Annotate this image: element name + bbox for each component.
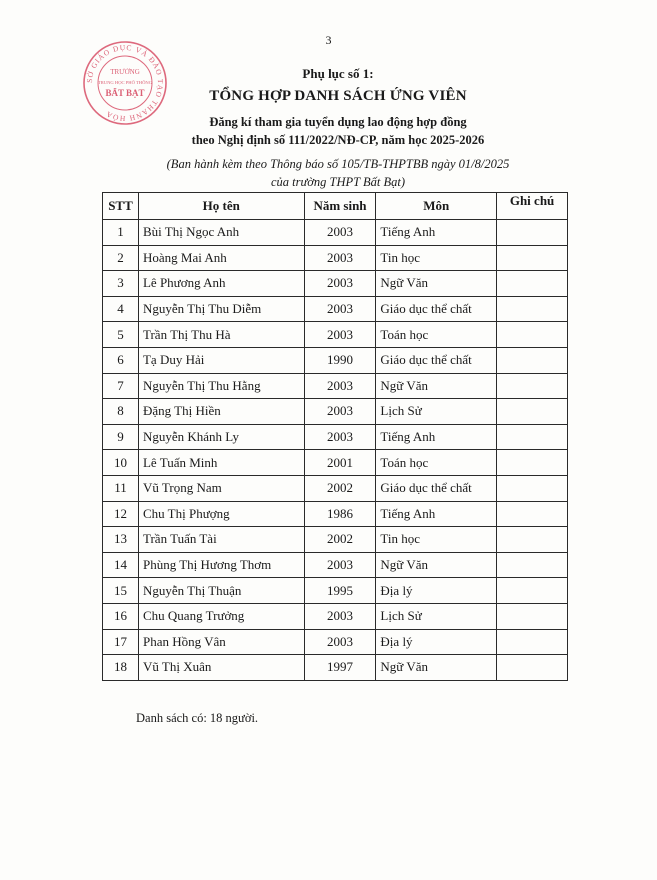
appendix-label: Phụ lục số 1: bbox=[302, 66, 374, 81]
cell-subject: Tiếng Anh bbox=[376, 424, 497, 450]
cell-note bbox=[497, 322, 568, 348]
svg-text:TRƯỜNG: TRƯỜNG bbox=[110, 68, 140, 76]
table-row bbox=[103, 424, 568, 450]
cell-subject: Giáo dục thể chất bbox=[376, 296, 497, 322]
cell-stt: 12 bbox=[103, 501, 139, 527]
cell-subject: Địa lý bbox=[376, 629, 497, 655]
header-stt: STT bbox=[103, 193, 139, 220]
table-row bbox=[103, 450, 568, 476]
table-row bbox=[103, 220, 568, 246]
cell-note bbox=[497, 373, 568, 399]
table-row bbox=[103, 578, 568, 604]
table-row bbox=[103, 347, 568, 373]
table-row bbox=[103, 655, 568, 681]
cell-birth-year: 2003 bbox=[304, 424, 376, 450]
cell-subject: Lịch Sử bbox=[376, 603, 497, 629]
cell-name: Tạ Duy Hải bbox=[138, 347, 304, 373]
cell-subject: Ngữ Văn bbox=[376, 271, 497, 297]
cell-stt: 16 bbox=[103, 603, 139, 629]
table-row bbox=[103, 552, 568, 578]
cell-subject: Tiếng Anh bbox=[376, 501, 497, 527]
header-subject: Môn bbox=[376, 193, 497, 220]
cell-note bbox=[497, 424, 568, 450]
cell-birth-year: 2003 bbox=[304, 271, 376, 297]
cell-stt: 1 bbox=[103, 220, 139, 246]
cell-name: Hoàng Mai Anh bbox=[138, 245, 304, 271]
cell-name: Vũ Thị Xuân bbox=[138, 655, 304, 681]
issued-note-line-2: của trường THPT Bất Bạt) bbox=[270, 175, 406, 189]
subtitle-line-2: theo Nghị định số 111/2022/NĐ-CP, năm học 2025-2026 bbox=[191, 133, 485, 147]
cell-note bbox=[497, 296, 568, 322]
cell-note bbox=[497, 655, 568, 681]
cell-note bbox=[497, 347, 568, 373]
cell-subject: Giáo dục thể chất bbox=[376, 347, 497, 373]
cell-stt: 6 bbox=[103, 347, 139, 373]
cell-stt: 10 bbox=[103, 450, 139, 476]
svg-text:BẤT BẠT: BẤT BẠT bbox=[105, 88, 145, 98]
cell-name: Nguyễn Khánh Ly bbox=[138, 424, 304, 450]
cell-subject: Ngữ Văn bbox=[376, 552, 497, 578]
cell-birth-year: 1990 bbox=[304, 347, 376, 373]
header-name: Họ tên bbox=[138, 193, 304, 220]
table-header-row bbox=[103, 193, 568, 220]
header-note: Ghi chú bbox=[497, 193, 568, 220]
cell-name: Trần Tuấn Tài bbox=[138, 527, 304, 553]
cell-birth-year: 2003 bbox=[304, 399, 376, 425]
table-row bbox=[103, 322, 568, 348]
table-row bbox=[103, 245, 568, 271]
cell-note bbox=[497, 475, 568, 501]
cell-note bbox=[497, 220, 568, 246]
cell-name: Trần Thị Thu Hà bbox=[138, 322, 304, 348]
cell-name: Lê Tuấn Minh bbox=[138, 450, 304, 476]
cell-subject: Toán học bbox=[376, 322, 497, 348]
cell-subject: Lịch Sử bbox=[376, 399, 497, 425]
cell-birth-year: 2003 bbox=[304, 220, 376, 246]
cell-name: Nguyễn Thị Thu Hằng bbox=[138, 373, 304, 399]
cell-stt: 7 bbox=[103, 373, 139, 399]
subtitle-line-1: Đăng kí tham gia tuyển dụng lao động hợp đồng bbox=[209, 115, 467, 129]
cell-name: Đặng Thị Hiền bbox=[138, 399, 304, 425]
cell-stt: 18 bbox=[103, 655, 139, 681]
cell-stt: 13 bbox=[103, 527, 139, 553]
issued-note-line-1: (Ban hành kèm theo Thông báo số 105/TB-THPTBB ngày 01/8/2025 bbox=[166, 157, 510, 171]
table-row bbox=[103, 501, 568, 527]
cell-birth-year: 1986 bbox=[304, 501, 376, 527]
table-row bbox=[103, 603, 568, 629]
svg-text:SỞ GIÁO DỤC VÀ ĐÀO TẠO THANH H: SỞ GIÁO DỤC VÀ ĐÀO TẠO THANH HÓA bbox=[84, 42, 166, 124]
cell-birth-year: 2003 bbox=[304, 552, 376, 578]
cell-stt: 15 bbox=[103, 578, 139, 604]
cell-stt: 4 bbox=[103, 296, 139, 322]
cell-birth-year: 2003 bbox=[304, 296, 376, 322]
cell-name: Chu Quang Trưởng bbox=[138, 603, 304, 629]
table-row bbox=[103, 629, 568, 655]
cell-note bbox=[497, 245, 568, 271]
svg-text:TRUNG HỌC PHỔ THÔNG: TRUNG HỌC PHỔ THÔNG bbox=[97, 80, 153, 85]
cell-note bbox=[497, 552, 568, 578]
cell-stt: 2 bbox=[103, 245, 139, 271]
cell-birth-year: 2003 bbox=[304, 373, 376, 399]
cell-birth-year: 2001 bbox=[304, 450, 376, 476]
cell-stt: 17 bbox=[103, 629, 139, 655]
cell-birth-year: 2003 bbox=[304, 245, 376, 271]
cell-note bbox=[497, 603, 568, 629]
cell-stt: 3 bbox=[103, 271, 139, 297]
cell-stt: 5 bbox=[103, 322, 139, 348]
cell-birth-year: 2002 bbox=[304, 475, 376, 501]
cell-subject: Tiếng Anh bbox=[376, 220, 497, 246]
cell-name: Nguyễn Thị Thu Diễm bbox=[138, 296, 304, 322]
table-row bbox=[103, 271, 568, 297]
table-row bbox=[103, 296, 568, 322]
cell-stt: 11 bbox=[103, 475, 139, 501]
cell-subject: Ngữ Văn bbox=[376, 655, 497, 681]
table-row bbox=[103, 399, 568, 425]
cell-birth-year: 2003 bbox=[304, 629, 376, 655]
header-birth-year: Năm sinh bbox=[304, 193, 376, 220]
page-number: 3 bbox=[325, 33, 332, 47]
cell-subject: Giáo dục thể chất bbox=[376, 475, 497, 501]
school-seal-stamp bbox=[82, 40, 168, 126]
cell-name: Lê Phương Anh bbox=[138, 271, 304, 297]
cell-stt: 14 bbox=[103, 552, 139, 578]
cell-note bbox=[497, 271, 568, 297]
document-title: TỔNG HỢP DANH SÁCH ỨNG VIÊN bbox=[209, 88, 467, 104]
cell-birth-year: 1997 bbox=[304, 655, 376, 681]
cell-birth-year: 2003 bbox=[304, 603, 376, 629]
table-row bbox=[103, 373, 568, 399]
cell-name: Nguyễn Thị Thuận bbox=[138, 578, 304, 604]
cell-subject: Tin học bbox=[376, 245, 497, 271]
cell-note bbox=[497, 629, 568, 655]
cell-birth-year: 1995 bbox=[304, 578, 376, 604]
cell-subject: Ngữ Văn bbox=[376, 373, 497, 399]
cell-note bbox=[497, 578, 568, 604]
cell-note bbox=[497, 450, 568, 476]
cell-name: Phan Hồng Vân bbox=[138, 629, 304, 655]
cell-name: Chu Thị Phượng bbox=[138, 501, 304, 527]
cell-stt: 8 bbox=[103, 399, 139, 425]
cell-subject: Tin học bbox=[376, 527, 497, 553]
cell-stt: 9 bbox=[103, 424, 139, 450]
table-row bbox=[103, 527, 568, 553]
cell-note bbox=[497, 501, 568, 527]
summary-count: Danh sách có: 18 người. bbox=[136, 711, 259, 725]
cell-name: Phùng Thị Hương Thơm bbox=[138, 552, 304, 578]
cell-birth-year: 2003 bbox=[304, 322, 376, 348]
cell-name: Bùi Thị Ngọc Anh bbox=[138, 220, 304, 246]
table-body bbox=[103, 220, 568, 681]
cell-birth-year: 2002 bbox=[304, 527, 376, 553]
cell-note bbox=[497, 399, 568, 425]
cell-note bbox=[497, 527, 568, 553]
cell-subject: Toán học bbox=[376, 450, 497, 476]
candidate-table bbox=[102, 192, 568, 681]
cell-name: Vũ Trọng Nam bbox=[138, 475, 304, 501]
table-row bbox=[103, 475, 568, 501]
cell-subject: Địa lý bbox=[376, 578, 497, 604]
